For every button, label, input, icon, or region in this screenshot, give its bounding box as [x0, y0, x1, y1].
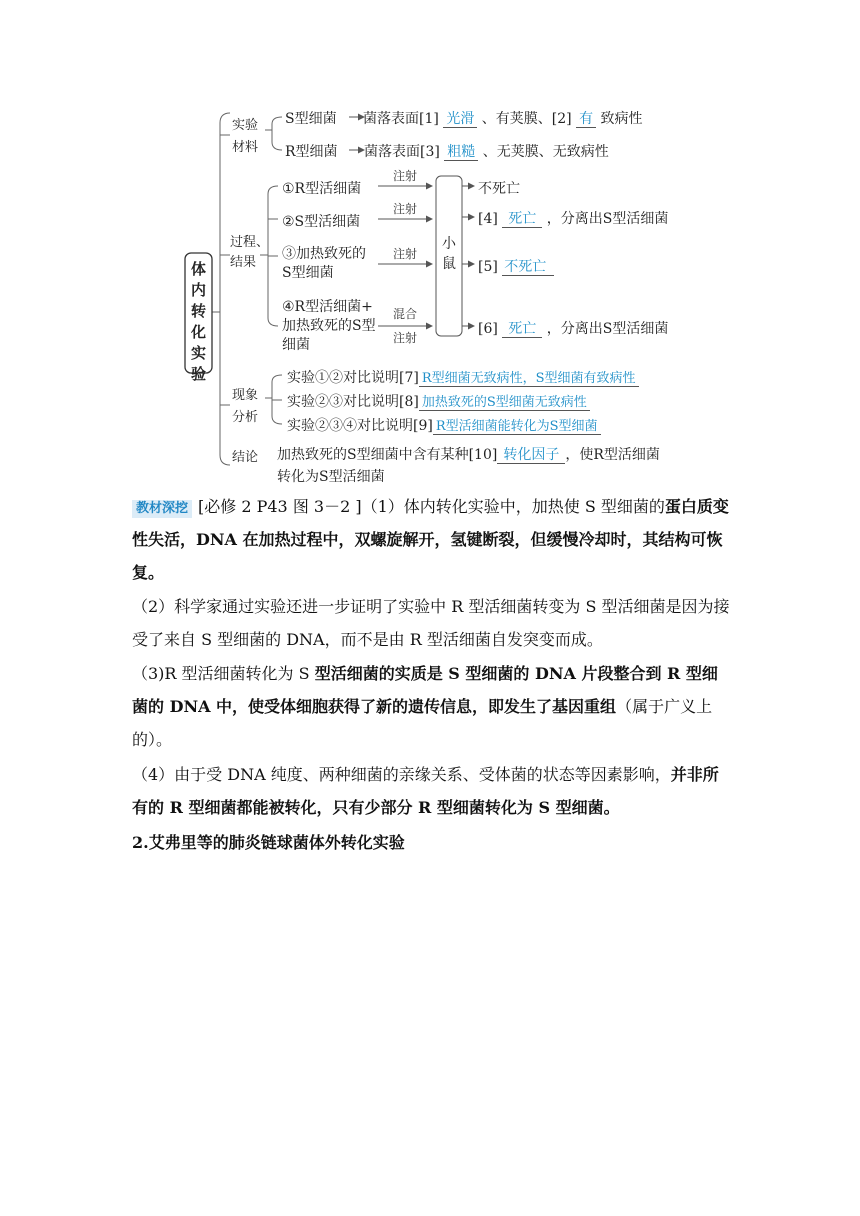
process-item-3-line-1: ③加热致死的 [282, 246, 366, 262]
paragraph-1-bold: 蛋白质变性失活，DNA 在加热过程中，双螺旋解开，氢键断裂，但缓慢冷却时，其结构可恢复。 [132, 497, 729, 582]
blank-10: 转化因子 [497, 447, 565, 464]
mix-label: 混合 [390, 305, 420, 322]
mouse-label-1: 小 [442, 236, 456, 252]
phenomenon-row-1 [287, 367, 639, 387]
s-bacteria-label: S型细菌 [285, 111, 337, 127]
paragraph-3-normal-2: （属于广义上的）。 [132, 697, 713, 749]
conclusion-prefix: 加热致死的S型细菌中含有某种[10] [277, 447, 498, 463]
s-text3: 致病性 [600, 111, 643, 127]
blank-3: 粗糙 [444, 144, 478, 161]
root-label [185, 259, 212, 385]
phenomenon-1-prefix: 实验①②对比说明[7] [287, 370, 419, 386]
conclusion-line-1 [277, 444, 660, 466]
process-item-4-line-3: 细菌 [282, 337, 310, 353]
process-item-3-line-2: S型细菌 [282, 265, 334, 281]
phenomenon-label-1: 现象 [232, 388, 259, 403]
paragraph-3 [132, 657, 732, 756]
blank-2: 有 [576, 111, 596, 128]
mouse-label-2: 鼠 [442, 256, 456, 272]
materials-label-2: 材料 [232, 140, 259, 155]
inject-label-1: 注射 [390, 167, 420, 184]
blank-9: R型活细菌能转化为S型细菌 [433, 419, 601, 435]
process-label-2: 结果 [230, 255, 257, 270]
conclusion-label: 结论 [232, 450, 259, 465]
paragraph-4-bold: 并非所有的 R 型细菌都能被转化，只有少部分 R 型细菌转化为 S 型细菌。 [132, 765, 719, 817]
conclusion-text [277, 444, 660, 488]
result-4-prefix: [6] [478, 321, 498, 337]
process-item-1: ①R型活细菌 [282, 181, 362, 197]
result-2-text: ，分离出S型活细菌 [546, 211, 669, 227]
process-item-2: ②S型活细菌 [282, 214, 361, 230]
inject-label-4: 注射 [390, 329, 420, 346]
phenomenon-label-2: 分析 [232, 410, 259, 425]
result-3-prefix: [5] [478, 259, 498, 275]
paragraph-4 [132, 758, 732, 824]
paragraph-1 [132, 490, 732, 589]
process-item-4-line-2: 加热致死的S型 [282, 318, 376, 334]
paragraph-3-normal-1: （3)R 型活细菌转化为 S [132, 664, 315, 683]
blank-1: 光滑 [443, 111, 477, 128]
phenomenon-2-prefix: 实验②③对比说明[8] [287, 394, 419, 410]
inject-label-2: 注射 [390, 200, 420, 217]
result-2 [478, 208, 668, 228]
phenomenon-row-3 [287, 415, 601, 435]
process-item-4-line-1: ④R型活细菌+ [282, 299, 373, 315]
r-bacteria-label: R型细菌 [285, 144, 338, 160]
paragraph-3-bold: 型活细菌的实质是 S 型细菌的 DNA 片段整合到 R 型细菌的 DNA 中，使受体细胞获得了新的遗传信息，即发生了基因重组 [132, 664, 718, 716]
process-label [230, 233, 269, 273]
r-text1: 菌落表面[3] [364, 144, 440, 160]
mouse-label [442, 234, 456, 274]
blank-4: 死亡 [502, 211, 542, 228]
blank-6: 死亡 [502, 321, 542, 338]
inject-label-3: 注射 [390, 245, 420, 262]
conclusion-suffix: ，使R型活细菌 [565, 447, 660, 463]
process-item-4 [282, 298, 376, 355]
phenomenon-label [232, 385, 258, 429]
r-text2: 、无荚膜、无致病性 [482, 144, 609, 160]
conclusion-line-2: 转化为S型活细菌 [277, 469, 385, 485]
blank-5: 不死亡 [502, 259, 554, 276]
s-text2: 、有荚膜、[2] [481, 111, 572, 127]
result-1 [478, 178, 520, 198]
materials-label [232, 115, 258, 159]
result-1-text: 不死亡 [478, 181, 520, 197]
root-label-text: 体内转化实验 [190, 260, 206, 383]
paragraph-1-ref: [必修 2 P43 图 3－2 ]（1）体内转化实验中，加热使 S 型细菌的 [198, 497, 665, 516]
textbook-tag: 教材深挖 [132, 500, 192, 518]
result-4 [478, 318, 668, 338]
paragraph-2: （2）科学家通过实验还进一步证明了实验中 R 型活细菌转变为 S 型活细菌是因为接受了来自 S 型细菌的 DNA，而不是由 R 型活细菌自发突变而成。 [132, 597, 730, 649]
s-text1: 菌落表面[1] [363, 111, 439, 127]
section-heading: 2.艾弗里等的肺炎链球菌体外转化实验 [132, 833, 405, 852]
phenomenon-row-2 [287, 391, 590, 411]
materials-row-s [285, 108, 643, 128]
paragraph-4-normal: （4）由于受 DNA 纯度、两种细菌的亲缘关系、受体菌的状态等因素影响， [132, 765, 671, 784]
result-4-text: ，分离出S型活细菌 [546, 321, 669, 337]
process-item-3 [282, 245, 366, 283]
phenomenon-3-prefix: 实验②③④对比说明[9] [287, 418, 433, 434]
process-label-1: 过程、 [230, 235, 270, 250]
materials-label-1: 实验 [232, 118, 259, 133]
result-2-prefix: [4] [478, 211, 498, 227]
result-3 [478, 256, 554, 276]
blank-7: R型细菌无致病性，S型细菌有致病性 [419, 371, 639, 387]
materials-row-r [285, 141, 609, 161]
blank-8: 加热致死的S型细菌无致病性 [419, 395, 590, 411]
